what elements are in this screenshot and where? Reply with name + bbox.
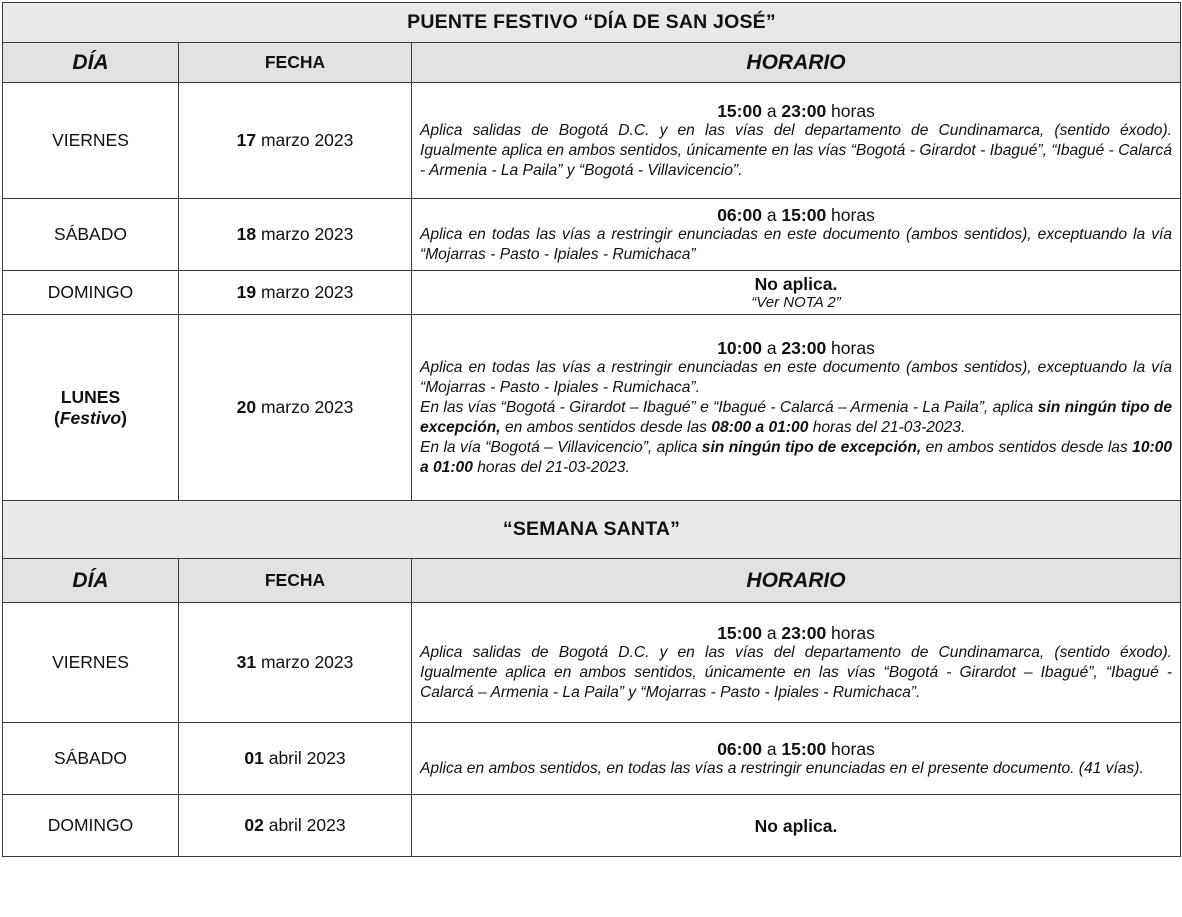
date-cell: 20 marzo 2023 [179,315,412,501]
festivo-label: Festivo [59,407,122,428]
horario-cell [412,723,1181,795]
schedule-row [3,83,1181,199]
time-range: 15:00 a 23:00 horas [717,622,875,643]
day-cell: SÁBADO [3,199,179,271]
day-label: LUNES [60,386,121,407]
schedule-row [3,723,1181,795]
horario-cell [412,83,1181,199]
restriction-schedule-table [2,2,1181,857]
time-range: 06:00 a 15:00 horas [717,204,875,225]
date-cell: 31 marzo 2023 [179,603,412,723]
section-title: PUENTE FESTIVO “DÍA DE SAN JOSÉ” [3,3,1181,43]
horario-description: Aplica en todas las vías a restringir enunciadas en este documento (ambos sentidos), exceptuando la vía “Mojarras - Pasto - Ipiales - Rumichaca”. [420,358,1173,396]
horario-cell [412,271,1181,315]
horario-description: Aplica en ambos sentidos, en todas las vías a restringir enunciadas en el presente documento. (41 vías). [420,759,1144,777]
header-fecha: FECHA [179,559,412,603]
horario-exception: En la vía “Bogotá – Villavicencio”, aplica sin ningún tipo de excepción, en ambos sentidos desde las 10:00 a 01:00 horas del 21-03-2023. [420,438,1173,476]
schedule-row [3,603,1181,723]
schedule-row [3,795,1181,857]
date-cell: 02 abril 2023 [179,795,412,857]
day-cell: LUNES (Festivo) [3,315,179,501]
day-cell: VIERNES [3,603,179,723]
header-dia: DÍA [3,43,179,83]
header-row [3,43,1181,83]
header-horario: HORARIO [412,43,1181,83]
day-cell: SÁBADO [3,723,179,795]
horario-cell [412,315,1181,501]
horario-cell [412,795,1181,857]
header-horario: HORARIO [412,559,1181,603]
no-aplica-label: No aplica. [754,815,838,836]
header-dia: DÍA [3,559,179,603]
horario-exception: En las vías “Bogotá - Girardot – Ibagué” e “Ibagué - Calarcá – Armenia - La Paila”, aplica sin ningún tipo de excepción, en ambos sentidos desde las 08:00 a 01:00 horas del 21-03-2023. [420,398,1173,436]
schedule-row [3,315,1181,501]
schedule-row [3,271,1181,315]
day-cell: VIERNES [3,83,179,199]
section-title-row [3,501,1181,559]
no-aplica-label: No aplica. [754,274,838,294]
header-row [3,559,1181,603]
date-cell: 19 marzo 2023 [179,271,412,315]
section-title: “SEMANA SANTA” [3,501,1181,559]
day-cell: DOMINGO [3,271,179,315]
horario-description: Aplica salidas de Bogotá D.C. y en las vías del departamento de Cundinamarca, (sentido éxodo). Igualmente aplica en ambos sentidos, únicamente en las vías “Bogotá - Girardot - Ibagué”, “Ibagué - Calarcá - Armenia - La Paila” y “Bogotá - Villavicencio”. [420,121,1173,179]
horario-description: Aplica salidas de Bogotá D.C. y en las vías del departamento de Cundinamarca, (sentido éxodo). Igualmente aplica en ambos sentidos, únicamente en las vías “Bogotá - Girardot – Ibagué”, “Ibagué - Calarcá – Armenia - La Paila” y “Mojarras - Pasto - Ipiales - Rumichaca”. [420,643,1173,701]
horario-cell [412,199,1181,271]
date-cell: 18 marzo 2023 [179,199,412,271]
note-reference: “Ver NOTA 2” [751,294,841,311]
time-range: 10:00 a 23:00 horas [717,337,875,358]
time-range: 15:00 a 23:00 horas [717,100,875,121]
day-cell: DOMINGO [3,795,179,857]
date-cell: 17 marzo 2023 [179,83,412,199]
date-cell: 01 abril 2023 [179,723,412,795]
schedule-row [3,199,1181,271]
time-range: 06:00 a 15:00 horas [717,738,875,759]
horario-cell [412,603,1181,723]
section-title-row [3,3,1181,43]
horario-description: Aplica en todas las vías a restringir enunciadas en este documento (ambos sentidos), exceptuando la vía “Mojarras - Pasto - Ipiales - Rumichaca” [420,225,1173,263]
header-fecha: FECHA [179,43,412,83]
